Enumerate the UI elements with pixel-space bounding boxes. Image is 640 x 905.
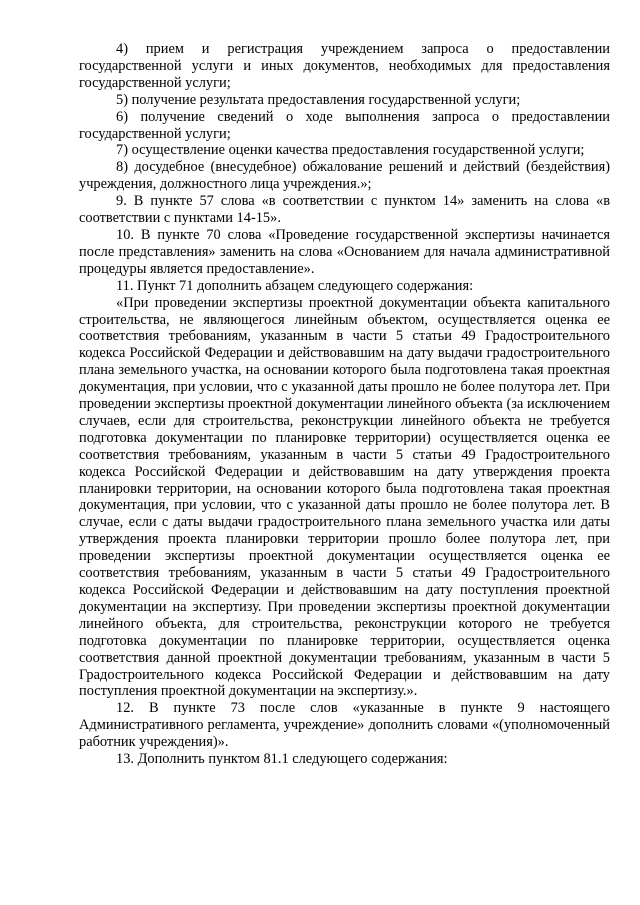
list-item-8: 8) досудебное (внесудебное) обжалование решений и действий (бездействия) учреждения, должностного лица учреждения.»; <box>79 159 610 193</box>
amendment-11-quote: «При проведении экспертизы проектной документации объекта капитального строительства, не являющегося линейным объектом, осуществляется оценка ее соответствия требованиям, указанным в части 5 статьи 49 Градостроительного кодекса Российской Федерации и действовавшим на дату выдачи градостроительного плана земельного участка, на основании которого была подготовлена такая проектная документация, при условии, что с указанной даты прошло не более полутора лет. При проведении экспертизы проектной документации линейного объекта (за исключением случаев, если для строительства, реконструкции линейного объекта не требуется подготовка документации по планировке территории) осуществляется оценка ее соответствия требованиям, указанным в части 5 статьи 49 Градостроительного кодекса Российской Федерации и действовавшим на дату утверждения проекта планировки территории, на основании которого была подготовлена такая проектная документация, при условии, что с указанной даты прошло не более полутора лет. В случае, если с даты выдачи градостроительного плана земельного участка или даты утверждения проекта планировки территории прошло более полутора лет, при проведении экспертизы проектной документации осуществляется оценка ее соответствия требованиям, указанным в части 5 статьи 49 Градостроительного кодекса Российской Федерации и действовавшим на дату поступления проектной документации на экспертизу. При проведении экспертизы проектной документации линейного объекта, для строительства, реконструкции которого не требуется подготовка документации по планировке территории, осуществляется оценка соответствия данной проектной документации требованиям, указанным в части 5 Градостроительного кодекса Российской Федерации и действовавшим на дату поступления проектной документации на экспертизу.». <box>79 294 610 700</box>
list-item-7: 7) осуществление оценки качества предоставления государственной услуги; <box>116 142 585 159</box>
list-item-5: 5) получение результата предоставления государственной услуги; <box>116 91 521 108</box>
list-item-6: 6) получение сведений о ходе выполнения запроса о предоставлении государственной услуги; <box>79 108 610 142</box>
amendment-9: 9. В пункте 57 слова «в соответствии с пунктом 14» заменить на слова «в соответствии с пунктами 14-15». <box>79 193 610 227</box>
document-page <box>79 41 610 768</box>
list-item-4: 4) прием и регистрация учреждением запроса о предоставлении государственной услуги и иных документов, необходимых для предоставления государственной услуги; <box>79 41 610 91</box>
amendment-11: 11. Пункт 71 дополнить абзацем следующего содержания: <box>116 277 474 294</box>
amendment-10: 10. В пункте 70 слова «Проведение государственной экспертизы начинается после представления» заменить на слова «Основанием для начала административной процедуры является предоставление». <box>79 226 610 277</box>
amendment-12: 12. В пункте 73 после слов «указанные в пункте 9 настоящего Административного регламента, учреждение» дополнить словами «(уполномоченный работник учреждения)». <box>79 700 610 751</box>
amendment-13: 13. Дополнить пунктом 81.1 следующего содержания: <box>116 751 448 768</box>
